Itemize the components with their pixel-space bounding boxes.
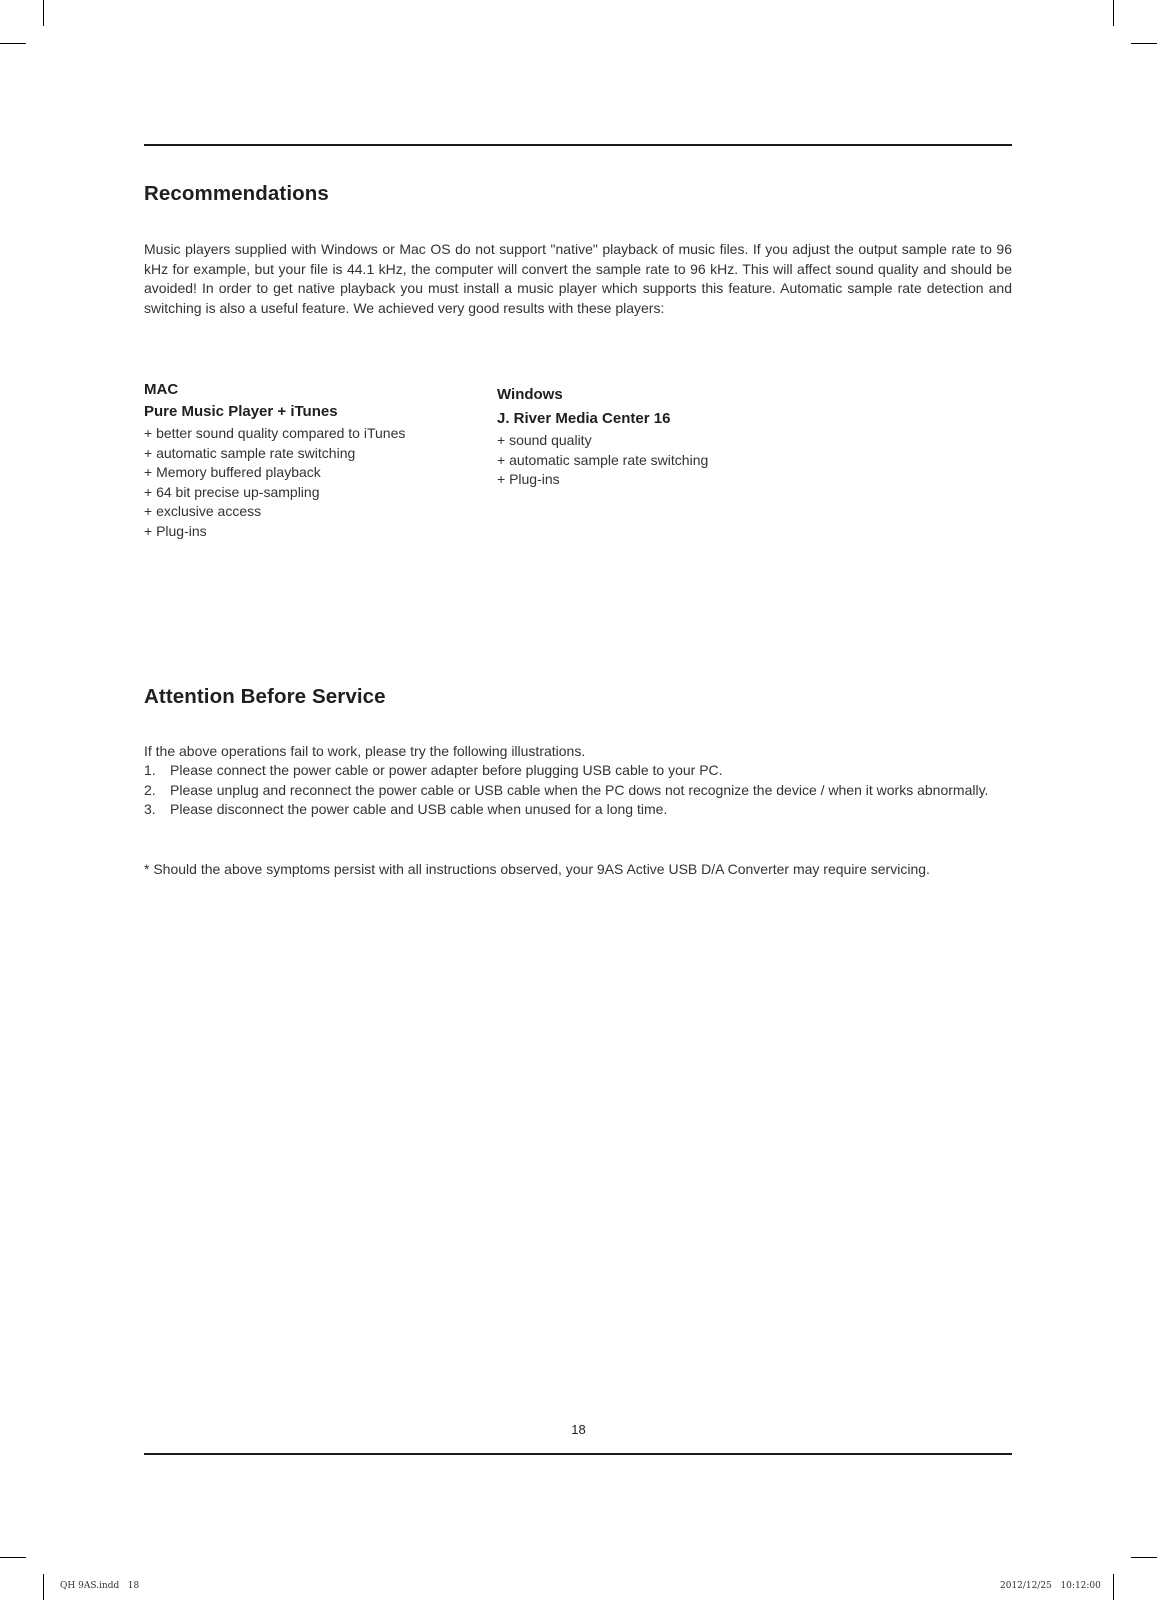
- list-item: + automatic sample rate switching: [497, 451, 709, 468]
- recommendations-intro: Music players supplied with Windows or Mac OS do not support "native" playback of music files. If you adjust the output sample rate to 96 kHz for example, but your file is 44.1 kHz, the computer will convert the sample rate to 96 kHz. This will affect sound quality and should be avoided! In order to get native playback you must install a music player which supports this feature. Automatic sample rate detection and switching is also a useful feature. We achieved very good results with these players:: [144, 241, 1012, 316]
- list-item: + Plug-ins: [144, 522, 207, 539]
- windows-feature-list: [497, 431, 708, 490]
- crop-mark-top-right-horizontal: [1131, 43, 1157, 44]
- step-number: 3.: [144, 801, 156, 817]
- crop-mark-bottom-right-horizontal: [1131, 1557, 1157, 1558]
- slug-file-info: QH 9AS.indd 18: [60, 1581, 140, 1591]
- crop-mark-bottom-left-vertical: [43, 1574, 44, 1600]
- windows-player-name: J. River Media Center 16: [497, 410, 671, 427]
- service-note: * Should the above symptoms persist with all instructions observed, your 9AS Active USB D/A Converter may require servicing.: [144, 861, 930, 877]
- list-item: + better sound quality compared to iTunes: [144, 425, 406, 441]
- list-item: + automatic sample rate switching: [144, 444, 356, 461]
- step-number: 2.: [144, 781, 156, 798]
- step-number: 1.: [144, 762, 156, 778]
- recommendations-heading: Recommendations: [144, 182, 329, 205]
- attention-heading: Attention Before Service: [144, 685, 386, 708]
- mac-player-name: Pure Music Player + iTunes: [144, 403, 338, 420]
- step-text: Please connect the power cable or power adapter before plugging USB cable to your PC.: [170, 762, 723, 778]
- list-item: + sound quality: [497, 432, 592, 448]
- windows-label: Windows: [497, 386, 563, 403]
- list-item: [144, 800, 1012, 820]
- bottom-rule: [144, 1453, 1012, 1455]
- top-rule: [144, 144, 1012, 146]
- crop-mark-top-left-vertical: [43, 0, 44, 26]
- list-item: [144, 781, 1012, 801]
- crop-mark-bottom-right-vertical: [1113, 1574, 1114, 1600]
- step-text: Please unplug and reconnect the power cable or USB cable when the PC dows not recognize the device / when it works abnormally.: [170, 781, 989, 798]
- page-number: 18: [571, 1422, 586, 1437]
- windows-column: [497, 385, 708, 490]
- mac-label: MAC: [144, 381, 179, 398]
- crop-mark-top-right-vertical: [1113, 0, 1114, 26]
- attention-steps: [144, 761, 1012, 820]
- slug-timestamp: 2012/12/25 10:12:00: [1000, 1581, 1101, 1591]
- list-item: + Memory buffered playback: [144, 464, 321, 480]
- step-text: Please disconnect the power cable and USB cable when unused for a long time.: [170, 801, 668, 817]
- mac-feature-list: [144, 424, 405, 541]
- crop-mark-top-left-horizontal: [0, 43, 26, 44]
- list-item: + Plug-ins: [497, 471, 560, 487]
- crop-mark-bottom-left-horizontal: [0, 1557, 26, 1558]
- list-item: + 64 bit precise up-sampling: [144, 483, 320, 500]
- attention-intro: If the above operations fail to work, please try the following illustrations.: [144, 743, 586, 759]
- list-item: + exclusive access: [144, 503, 262, 519]
- mac-column: [144, 380, 405, 541]
- list-item: [144, 761, 1012, 781]
